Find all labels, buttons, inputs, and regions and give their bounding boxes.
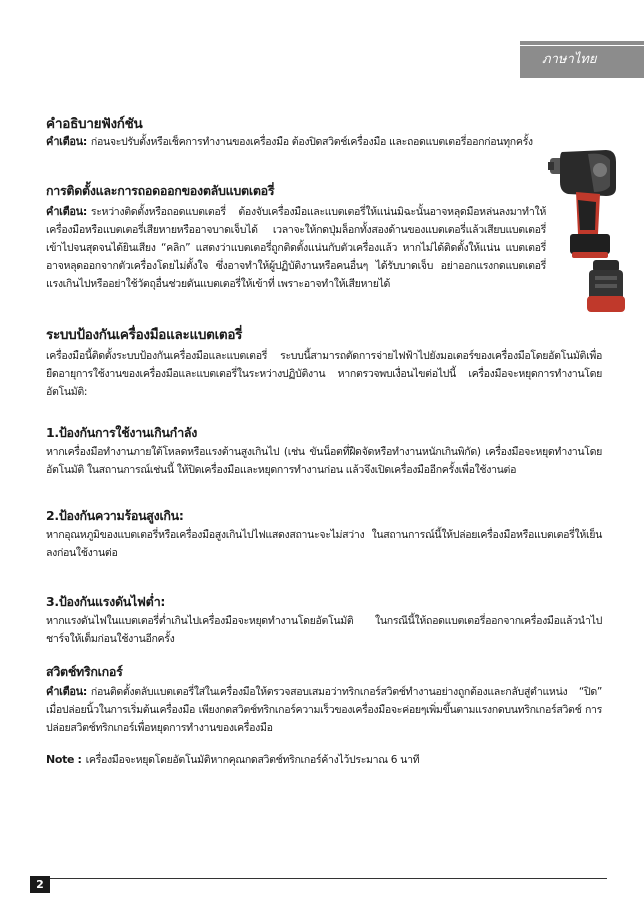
- protection-text: เครื่องมือนี้ติดตั้งระบบป้องกันเครื่องมือและแบตเตอรี่ ระบบนี้สามารถตัดการจ่ายไฟฟ้าไปยังมอเตอร์ของเครื่องมือโดยอัตโนมัติเพื่อยืดอายุการใช้งานของเครื่องมือและแบตเตอรี่ในระหว่างปฏิบัติงาน หากตรวจพบเงื่อนไขต่อไปนี้ เครื่องมือจะหยุดการทำงานโดยอัตโนมัติ:: [46, 350, 602, 398]
- note-label: Note :: [46, 753, 82, 766]
- language-tab: [520, 41, 644, 78]
- functions-title: คำอธิบายฟังก์ชัน: [46, 116, 143, 132]
- overload-text: หากเครื่องมือทำงานภายใต้โหลดหรือแรงต้านสูงเกินไป (เช่น ขันน็อตที่ฝืดจัดหรือทำงานหนักเกินพิกัด) เครื่องมือจะหยุดทำงานโดยอัตโนมัติ ในสถานการณ์เช่นนี้ ให้ปิดเครื่องมือและหยุดการทำงานก่อน แล้วจึงเปิดเครื่องมืออีกครั้งเพื่อใช้งานต่อ: [46, 446, 602, 476]
- low-voltage-title: 3.ป้องกันแรงดันไฟต่ำ:: [46, 594, 166, 609]
- warning1-paragraph: [46, 133, 546, 151]
- battery-install-text: ระหว่างติดตั้งหรือถอดแบตเตอรี่ ต้องจับเครื่องมือและแบตเตอรี่ให้แน่นมิฉะนั้นอาจหลุดมือหล่นลงมาทำให้เครื่องมือหรือแบตเตอรี่เสียหายหรืออาจบาดเจ็บได้ เวลาจะให้กดปุ่มล็อกทั้งสองด้านของแบตเตอรี่แล้วเสียบแบตเตอรี่เข้าไปจนสุดจนได้ยินเสียง “คลิก” แสดงว่าแบตเตอรี่ถูกติดตั้งแน่นกับตัวเครื่องแล้ว หากไม่ได้ติดตั้งให้แน่น แบตเตอรี่อาจหลุดออกจากตัวเครื่องโดยไม่ตั้งใจ ซึ่งอาจทำให้ผู้ปฏิบัติงานหรือคนอื่นๆ ได้รับบาดเจ็บ อย่าออกแรงกดแบตเตอรี่แรงเกินไปหรืออย่าใช้วัตถุอื่นช่วยดันแบตเตอรี่ให้เข้าที่ เพราะอาจทำให้เสียหายได้: [46, 206, 546, 290]
- battery-install-title: การติดตั้งและการถอดออกของตลับแบตเตอรี่: [46, 183, 275, 198]
- warning1-text: ก่อนจะปรับตั้งหรือเช็คการทำงานของเครื่องมือ ต้องปิดสวิตช์เครื่องมือ และถอดแบตเตอรี่ออกก่อนทุกครั้ง: [90, 136, 533, 148]
- battery-install-paragraph: [46, 203, 546, 293]
- protection-title: ระบบป้องกันเครื่องมือและแบตเตอรี่: [46, 327, 243, 343]
- tab-top-rule: [520, 45, 644, 46]
- language-label: ภาษาไทย: [542, 52, 597, 67]
- overload-title: 1.ป้องกันการใช้งานเกินกำลัง: [46, 425, 198, 440]
- trigger-title: สวิตช์ทริกเกอร์: [46, 664, 123, 679]
- note-text: เครื่องมือจะหยุดโดยอัตโนมัติหากคุณกดสวิตช์ทริกเกอร์ค้างไว้ประมาณ 6 นาที: [85, 754, 420, 766]
- battery-pack-image: [585, 258, 627, 314]
- trigger-text: ก่อนติดตั้งตลับแบตเตอรี่ใส่ในเครื่องมือให้ตรวจสอบเสมอว่าทริกเกอร์สวิตช์ทำงานอย่างถูกต้องและกลับสู่ตำแหน่ง “ปิด” เมื่อปล่อยนิ้วในการเริ่มต้นเครื่องมือ เพียงกดสวิตช์ทริกเกอร์ความเร็วของเครื่องมือจะค่อยๆเพิ่มขึ้นตามแรงกดบนทริกเกอร์สวิตช์ การปล่อยสวิตช์ทริกเกอร์เพื่อหยุดการทำงานของเครื่องมือ: [46, 686, 602, 734]
- trigger-label: คำเตือน:: [46, 685, 87, 698]
- trigger-note: [46, 751, 602, 769]
- battery-install-label: คำเตือน:: [46, 205, 87, 218]
- trigger-paragraph: [46, 683, 602, 737]
- low-voltage-text: หากแรงดันไฟในแบตเตอรี่ต่ำเกินไปเครื่องมือจะหยุดทำงานโดยอัตโนมัติ ในกรณีนี้ให้ถอดแบตเตอรี่ออกจากเครื่องมือแล้วนำไปชาร์จให้เต็มก่อนใช้งานอีกครั้ง: [46, 615, 602, 645]
- page-number: 2: [30, 876, 50, 893]
- overheat-text: หากอุณหภูมิของแบตเตอรี่หรือเครื่องมือสูงเกินไปไฟแสดงสถานะจะไม่สว่าง ในสถานการณ์นี้ให้ปล่อยเครื่องมือหรือแบตเตอรี่ให้เย็นลงก่อนใช้งานต่อ: [46, 529, 602, 559]
- impact-driver-image: [548, 148, 618, 260]
- warning1-label: คำเตือน:: [46, 135, 87, 148]
- footer-rule: [30, 878, 607, 879]
- overheat-title: 2.ป้องกันความร้อนสูงเกิน:: [46, 508, 184, 523]
